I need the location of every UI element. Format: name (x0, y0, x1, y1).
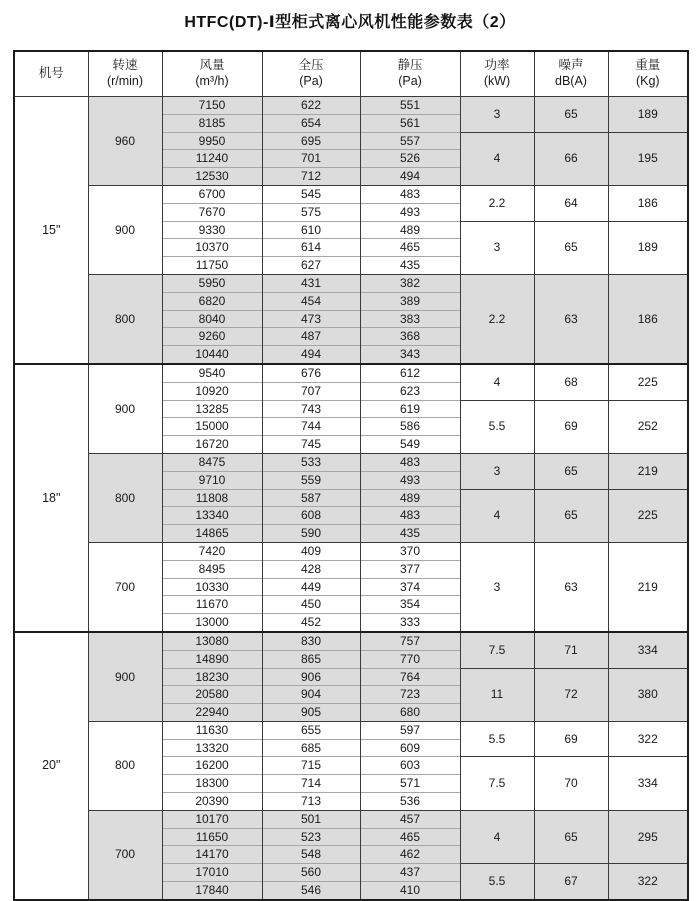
cell-machine-number: 20" (14, 632, 88, 900)
column-header-total-pressure (262, 51, 360, 97)
cell-static-pressure: 536 (360, 793, 460, 811)
header-label: 重量 (635, 58, 661, 73)
cell-static-pressure: 603 (360, 757, 460, 775)
table-row (14, 97, 688, 115)
header-unit: (Kg) (635, 74, 660, 88)
cell-static-pressure: 435 (360, 257, 460, 275)
cell-weight: 225 (608, 364, 688, 400)
cell-static-pressure: 571 (360, 775, 460, 793)
cell-airflow: 13285 (162, 400, 262, 418)
cell-static-pressure: 561 (360, 114, 460, 132)
cell-static-pressure: 382 (360, 274, 460, 292)
cell-noise: 63 (534, 542, 608, 631)
cell-airflow: 10330 (162, 578, 262, 596)
cell-airflow: 10920 (162, 382, 262, 400)
cell-static-pressure: 557 (360, 132, 460, 150)
cell-airflow: 6820 (162, 292, 262, 310)
cell-static-pressure: 343 (360, 346, 460, 364)
cell-airflow: 12530 (162, 168, 262, 186)
cell-static-pressure: 483 (360, 453, 460, 471)
cell-noise: 64 (534, 185, 608, 221)
cell-noise: 69 (534, 721, 608, 757)
header-unit: dB(A) (555, 74, 587, 88)
header-unit: (m³/h) (195, 74, 229, 88)
cell-weight: 189 (608, 97, 688, 133)
cell-static-pressure: 770 (360, 650, 460, 668)
cell-static-pressure: 374 (360, 578, 460, 596)
cell-total-pressure: 904 (262, 686, 360, 704)
cell-static-pressure: 465 (360, 828, 460, 846)
cell-power: 7.5 (460, 632, 534, 668)
cell-power: 5.5 (460, 721, 534, 757)
cell-total-pressure: 449 (262, 578, 360, 596)
cell-speed: 800 (88, 721, 162, 810)
cell-speed: 960 (88, 97, 162, 186)
cell-total-pressure: 590 (262, 525, 360, 543)
cell-airflow: 9710 (162, 471, 262, 489)
cell-airflow: 11240 (162, 150, 262, 168)
cell-weight: 334 (608, 757, 688, 810)
cell-static-pressure: 597 (360, 721, 460, 739)
page-title: HTFC(DT)-Ⅰ型柜式离心风机性能参数表（2） (184, 14, 516, 31)
cell-power: 3 (460, 542, 534, 631)
cell-noise: 70 (534, 757, 608, 810)
cell-static-pressure: 437 (360, 864, 460, 882)
cell-airflow: 11630 (162, 721, 262, 739)
table-row (14, 185, 688, 203)
cell-airflow: 14865 (162, 525, 262, 543)
column-header-machine-number (14, 51, 88, 97)
cell-weight: 189 (608, 221, 688, 274)
cell-static-pressure: 493 (360, 203, 460, 221)
cell-airflow: 18230 (162, 668, 262, 686)
cell-total-pressure: 622 (262, 97, 360, 115)
cell-static-pressure: 489 (360, 489, 460, 507)
header-unit: (Pa) (299, 74, 323, 88)
table-row (14, 453, 688, 471)
cell-noise: 65 (534, 221, 608, 274)
cell-noise: 65 (534, 810, 608, 863)
cell-total-pressure: 533 (262, 453, 360, 471)
cell-static-pressure: 483 (360, 507, 460, 525)
cell-static-pressure: 493 (360, 471, 460, 489)
cell-static-pressure: 462 (360, 846, 460, 864)
cell-static-pressure: 483 (360, 185, 460, 203)
cell-static-pressure: 368 (360, 328, 460, 346)
cell-weight: 225 (608, 489, 688, 542)
column-header-weight (608, 51, 688, 97)
header-label: 转速 (112, 58, 138, 73)
cell-noise: 65 (534, 489, 608, 542)
column-header-static-pressure (360, 51, 460, 97)
cell-airflow: 10170 (162, 810, 262, 828)
cell-airflow: 22940 (162, 704, 262, 722)
cell-total-pressure: 575 (262, 203, 360, 221)
cell-static-pressure: 723 (360, 686, 460, 704)
cell-total-pressure: 546 (262, 882, 360, 900)
cell-static-pressure: 680 (360, 704, 460, 722)
cell-static-pressure: 465 (360, 239, 460, 257)
cell-total-pressure: 545 (262, 185, 360, 203)
cell-airflow: 13000 (162, 614, 262, 632)
cell-weight: 219 (608, 542, 688, 631)
cell-total-pressure: 487 (262, 328, 360, 346)
cell-airflow: 8475 (162, 453, 262, 471)
cell-airflow: 15000 (162, 418, 262, 436)
cell-speed: 700 (88, 542, 162, 631)
performance-table (13, 50, 689, 901)
cell-total-pressure: 473 (262, 310, 360, 328)
cell-power: 3 (460, 453, 534, 489)
cell-total-pressure: 494 (262, 346, 360, 364)
cell-static-pressure: 612 (360, 364, 460, 382)
cell-speed: 900 (88, 632, 162, 721)
cell-total-pressure: 695 (262, 132, 360, 150)
cell-speed: 900 (88, 185, 162, 274)
table-row (14, 632, 688, 650)
cell-airflow: 9950 (162, 132, 262, 150)
cell-airflow: 13320 (162, 739, 262, 757)
cell-airflow: 8040 (162, 310, 262, 328)
header-unit: (r/min) (106, 74, 144, 88)
cell-total-pressure: 685 (262, 739, 360, 757)
cell-airflow: 14890 (162, 650, 262, 668)
cell-static-pressure: 435 (360, 525, 460, 543)
cell-total-pressure: 655 (262, 721, 360, 739)
cell-airflow: 16200 (162, 757, 262, 775)
cell-total-pressure: 906 (262, 668, 360, 686)
cell-weight: 334 (608, 632, 688, 668)
cell-static-pressure: 757 (360, 632, 460, 650)
cell-total-pressure: 409 (262, 542, 360, 560)
cell-power: 4 (460, 489, 534, 542)
cell-total-pressure: 450 (262, 596, 360, 614)
cell-power: 4 (460, 810, 534, 863)
cell-total-pressure: 713 (262, 793, 360, 811)
cell-static-pressure: 354 (360, 596, 460, 614)
cell-power: 4 (460, 364, 534, 400)
cell-static-pressure: 586 (360, 418, 460, 436)
cell-airflow: 11650 (162, 828, 262, 846)
cell-static-pressure: 494 (360, 168, 460, 186)
cell-airflow: 8495 (162, 560, 262, 578)
cell-total-pressure: 454 (262, 292, 360, 310)
cell-airflow: 9330 (162, 221, 262, 239)
cell-power: 5.5 (460, 400, 534, 453)
cell-airflow: 6700 (162, 185, 262, 203)
cell-static-pressure: 383 (360, 310, 460, 328)
cell-airflow: 5950 (162, 274, 262, 292)
cell-total-pressure: 712 (262, 168, 360, 186)
cell-static-pressure: 549 (360, 436, 460, 454)
cell-total-pressure: 608 (262, 507, 360, 525)
cell-static-pressure: 389 (360, 292, 460, 310)
cell-total-pressure: 743 (262, 400, 360, 418)
table-row (14, 721, 688, 739)
cell-static-pressure: 526 (360, 150, 460, 168)
cell-airflow: 20580 (162, 686, 262, 704)
column-header-noise (534, 51, 608, 97)
cell-power: 3 (460, 97, 534, 133)
cell-weight: 252 (608, 400, 688, 453)
cell-static-pressure: 457 (360, 810, 460, 828)
header-label: 静压 (397, 58, 423, 73)
cell-airflow: 13080 (162, 632, 262, 650)
cell-noise: 66 (534, 132, 608, 185)
cell-power: 2.2 (460, 274, 534, 363)
column-header-power (460, 51, 534, 97)
cell-noise: 71 (534, 632, 608, 668)
header-label: 功率 (484, 58, 510, 73)
cell-weight: 295 (608, 810, 688, 863)
cell-weight: 186 (608, 274, 688, 363)
cell-total-pressure: 610 (262, 221, 360, 239)
cell-noise: 67 (534, 864, 608, 900)
cell-airflow: 20390 (162, 793, 262, 811)
cell-total-pressure: 614 (262, 239, 360, 257)
cell-static-pressure: 333 (360, 614, 460, 632)
table-body (14, 97, 688, 900)
cell-total-pressure: 744 (262, 418, 360, 436)
cell-speed: 800 (88, 274, 162, 363)
cell-machine-number: 15" (14, 97, 88, 364)
cell-total-pressure: 715 (262, 757, 360, 775)
cell-static-pressure: 764 (360, 668, 460, 686)
cell-weight: 219 (608, 453, 688, 489)
cell-power: 5.5 (460, 864, 534, 900)
header-unit: (kW) (483, 74, 511, 88)
cell-airflow: 17010 (162, 864, 262, 882)
cell-total-pressure: 654 (262, 114, 360, 132)
cell-airflow: 18300 (162, 775, 262, 793)
cell-airflow: 9260 (162, 328, 262, 346)
cell-static-pressure: 551 (360, 97, 460, 115)
cell-weight: 322 (608, 721, 688, 757)
cell-total-pressure: 701 (262, 150, 360, 168)
cell-machine-number: 18" (14, 364, 88, 632)
table-row (14, 274, 688, 292)
cell-airflow: 14170 (162, 846, 262, 864)
cell-weight: 186 (608, 185, 688, 221)
cell-airflow: 8185 (162, 114, 262, 132)
cell-airflow: 7420 (162, 542, 262, 560)
column-header-speed (88, 51, 162, 97)
table-row (14, 364, 688, 382)
cell-airflow: 11808 (162, 489, 262, 507)
header-unit: (Pa) (398, 74, 422, 88)
cell-airflow: 11750 (162, 257, 262, 275)
cell-noise: 72 (534, 668, 608, 721)
cell-airflow: 17840 (162, 882, 262, 900)
cell-noise: 69 (534, 400, 608, 453)
cell-noise: 65 (534, 97, 608, 133)
cell-total-pressure: 676 (262, 364, 360, 382)
cell-static-pressure: 619 (360, 400, 460, 418)
cell-noise: 65 (534, 453, 608, 489)
table-row (14, 810, 688, 828)
cell-airflow: 10440 (162, 346, 262, 364)
cell-power: 2.2 (460, 185, 534, 221)
cell-airflow: 16720 (162, 436, 262, 454)
cell-weight: 195 (608, 132, 688, 185)
cell-speed: 800 (88, 453, 162, 542)
column-header-airflow (162, 51, 262, 97)
cell-airflow: 7150 (162, 97, 262, 115)
cell-power: 3 (460, 221, 534, 274)
header-row (14, 51, 688, 97)
header-label: 风量 (199, 58, 225, 73)
cell-total-pressure: 431 (262, 274, 360, 292)
table-row (14, 542, 688, 560)
cell-total-pressure: 587 (262, 489, 360, 507)
cell-power: 4 (460, 132, 534, 185)
header-label: 机号 (38, 66, 64, 81)
cell-speed: 900 (88, 364, 162, 453)
cell-total-pressure: 707 (262, 382, 360, 400)
cell-noise: 68 (534, 364, 608, 400)
cell-airflow: 7670 (162, 203, 262, 221)
cell-static-pressure: 377 (360, 560, 460, 578)
cell-airflow: 11670 (162, 596, 262, 614)
cell-weight: 380 (608, 668, 688, 721)
cell-total-pressure: 714 (262, 775, 360, 793)
cell-static-pressure: 370 (360, 542, 460, 560)
cell-total-pressure: 428 (262, 560, 360, 578)
cell-static-pressure: 489 (360, 221, 460, 239)
cell-total-pressure: 559 (262, 471, 360, 489)
cell-weight: 322 (608, 864, 688, 900)
cell-static-pressure: 623 (360, 382, 460, 400)
cell-total-pressure: 627 (262, 257, 360, 275)
cell-total-pressure: 560 (262, 864, 360, 882)
cell-total-pressure: 905 (262, 704, 360, 722)
cell-power: 7.5 (460, 757, 534, 810)
cell-total-pressure: 501 (262, 810, 360, 828)
cell-total-pressure: 548 (262, 846, 360, 864)
cell-airflow: 9540 (162, 364, 262, 382)
cell-airflow: 10370 (162, 239, 262, 257)
cell-noise: 63 (534, 274, 608, 363)
header-label: 噪声 (558, 58, 584, 73)
cell-power: 11 (460, 668, 534, 721)
cell-total-pressure: 452 (262, 614, 360, 632)
cell-static-pressure: 410 (360, 882, 460, 900)
cell-total-pressure: 745 (262, 436, 360, 454)
cell-static-pressure: 609 (360, 739, 460, 757)
header-label: 全压 (298, 58, 324, 73)
cell-speed: 700 (88, 810, 162, 899)
cell-total-pressure: 830 (262, 632, 360, 650)
cell-airflow: 13340 (162, 507, 262, 525)
cell-total-pressure: 865 (262, 650, 360, 668)
cell-total-pressure: 523 (262, 828, 360, 846)
